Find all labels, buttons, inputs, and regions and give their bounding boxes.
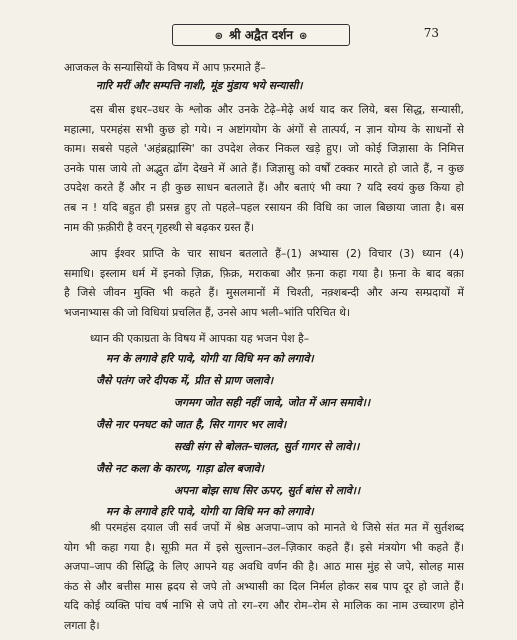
- text-line: यदि कोई व्यक्ति पांच वर्ष नाभि से जपे तो रग–रग और रोम–रोम से मालिक का नाम उच्चारण होने: [64, 599, 464, 613]
- text-line: आजकल के सन्यासियों के विषय में आप फ़रमाते हैं–: [64, 61, 266, 74]
- text-line: कंठ से और बत्तीस मास ह्रदय से जपे तो अभ्यासी का दिल निर्मल होकर सब पाप दूर हो जाते हैं।: [64, 579, 464, 593]
- paragraph-ajapa-jap: [64, 518, 464, 636]
- text-line: योग भी कहा गया है। सूफ़ी मत में इसे सुल्तान–उल–ज़िकार कहते हैं। इसे मंत्रयोग भी कहते हैं।: [64, 540, 464, 554]
- paragraph-four-means: [64, 244, 464, 322]
- bhajan-line: अपना बोझ साध सिर ऊपर, सुर्त बांस से लावे।।: [174, 484, 361, 497]
- ornament-left-icon: ⊛: [214, 31, 223, 42]
- text-line: दस बीस इधर–उधर के श्लोक और उनके टेढ़े–मेढ़े अर्थ याद कर लिये, बस सिद्ध, सन्यासी,: [90, 103, 464, 116]
- text-line: भजनाभ्यास की जो विधियां प्रचलित हैं, उनसे आप भली–भांति परिचित थे।: [64, 305, 351, 319]
- text-line: काम। सबसे पहले 'अहंब्रह्मास्मि' का उपदेश लेकर निकल खड़े हुए। जो कोई जिज्ञासा के निमित्त: [64, 142, 464, 156]
- page-header: [0, 24, 517, 48]
- text-line: तब न ! यदि बहुत ही प्रसन्न हुए तो पहले–पहल रसायन की विधि का जाल बिछाया जाता है। बस: [64, 200, 464, 214]
- text-line: महात्मा, परमहंस सभी कुछ हो गये। न अष्टांगयोग के अंगों से तात्पर्य, न ज्ञान योग्य के साधनों से: [64, 122, 464, 136]
- paragraph-critique: [64, 100, 464, 237]
- text-line: उपदेश करते हैं और न ही कुछ साधन बतलाते हैं। और बताएं भी क्या ? यदि स्वयं कुछ किया हो: [64, 181, 464, 195]
- header-title-box: [172, 24, 350, 46]
- bhajan-line: जगमग जोत सही नहीं जावे, जोत में आन समावे।।: [174, 396, 371, 409]
- text-line: उनके पास जाये तो अद्भुत ढोंग देखने में आते हैं। जिज्ञासु को वर्षों टक्कर मारते हो जाते हैं, न कुछ: [64, 161, 464, 175]
- text-line: नाम की फ़क़ीरी है वरन् गृहस्थी से बढ़कर ग्रस्त हैं।: [64, 220, 255, 234]
- text-line: श्री परमहंस दयाल जी सर्व जपों में श्रेष्ठ अजपा–जाप को मानते थे जिसे संत मत में सुर्तशब्द: [90, 521, 464, 534]
- paragraph-bhajan-intro: [64, 329, 464, 349]
- text-line: समाधि। इस्लाम धर्म में इनको ज़िक्र, फ़िक्र, मराकबा और फ़ना कहा गया है। फ़ना के बाद बक़ा: [64, 266, 464, 280]
- page-number: 73: [423, 26, 439, 40]
- bhajan-line: मन के लगावे हरि पावे, योगी या विधि मन को लगावे।: [106, 352, 314, 365]
- text-line: आप ईश्वर प्राप्ति के चार साधन बतलाते हैं–(1) अभ्यास (2) विचार (3) ध्यान (4): [90, 247, 464, 260]
- bhajan-line: जैसे नार पनघट को जात है, सिर गागर भर लावे।: [96, 418, 287, 431]
- ornament-right-icon: ⊛: [299, 31, 308, 42]
- text-line: ध्यान की एकाग्रता के विषय में आपका यह भजन पेश है–: [90, 332, 310, 345]
- bhajan-line: जैसे नट कला के कारण, गाड़ा ढोल बजावे।: [96, 462, 264, 475]
- bhajan-line: मन के लगावे हरि पावे, योगी या विधि मन को लगावे।: [106, 505, 314, 518]
- text-line: अजपा–जाप की सिद्धि के लिए आपने यह अवधि वर्णन की है। आठ मास मुंह से जपे, सोलह मास: [64, 560, 464, 574]
- bhajan-line: जैसे पतंग जरे दीपक में, प्रीत से प्राण जलावे।: [96, 374, 274, 387]
- text-line: लगता है।: [64, 618, 100, 632]
- verse-sannyasi: नारि मरीं और सम्पत्ति नाशी, मूंड मुंडाय भये सन्यासी।: [96, 79, 303, 92]
- running-title: श्री अद्वैत दर्शन: [228, 28, 294, 42]
- text-line: है जिसे जीवन मुक्ति भी कहते हैं। मुसलमानों में चिश्ती, नक़्शबन्दी और अन्य सम्प्रदायों में: [64, 286, 464, 300]
- bhajan-line: सखी संग से बोलत–चालत, सुर्त गागर से लावे।।: [174, 440, 360, 453]
- paragraph-intro: [64, 58, 464, 78]
